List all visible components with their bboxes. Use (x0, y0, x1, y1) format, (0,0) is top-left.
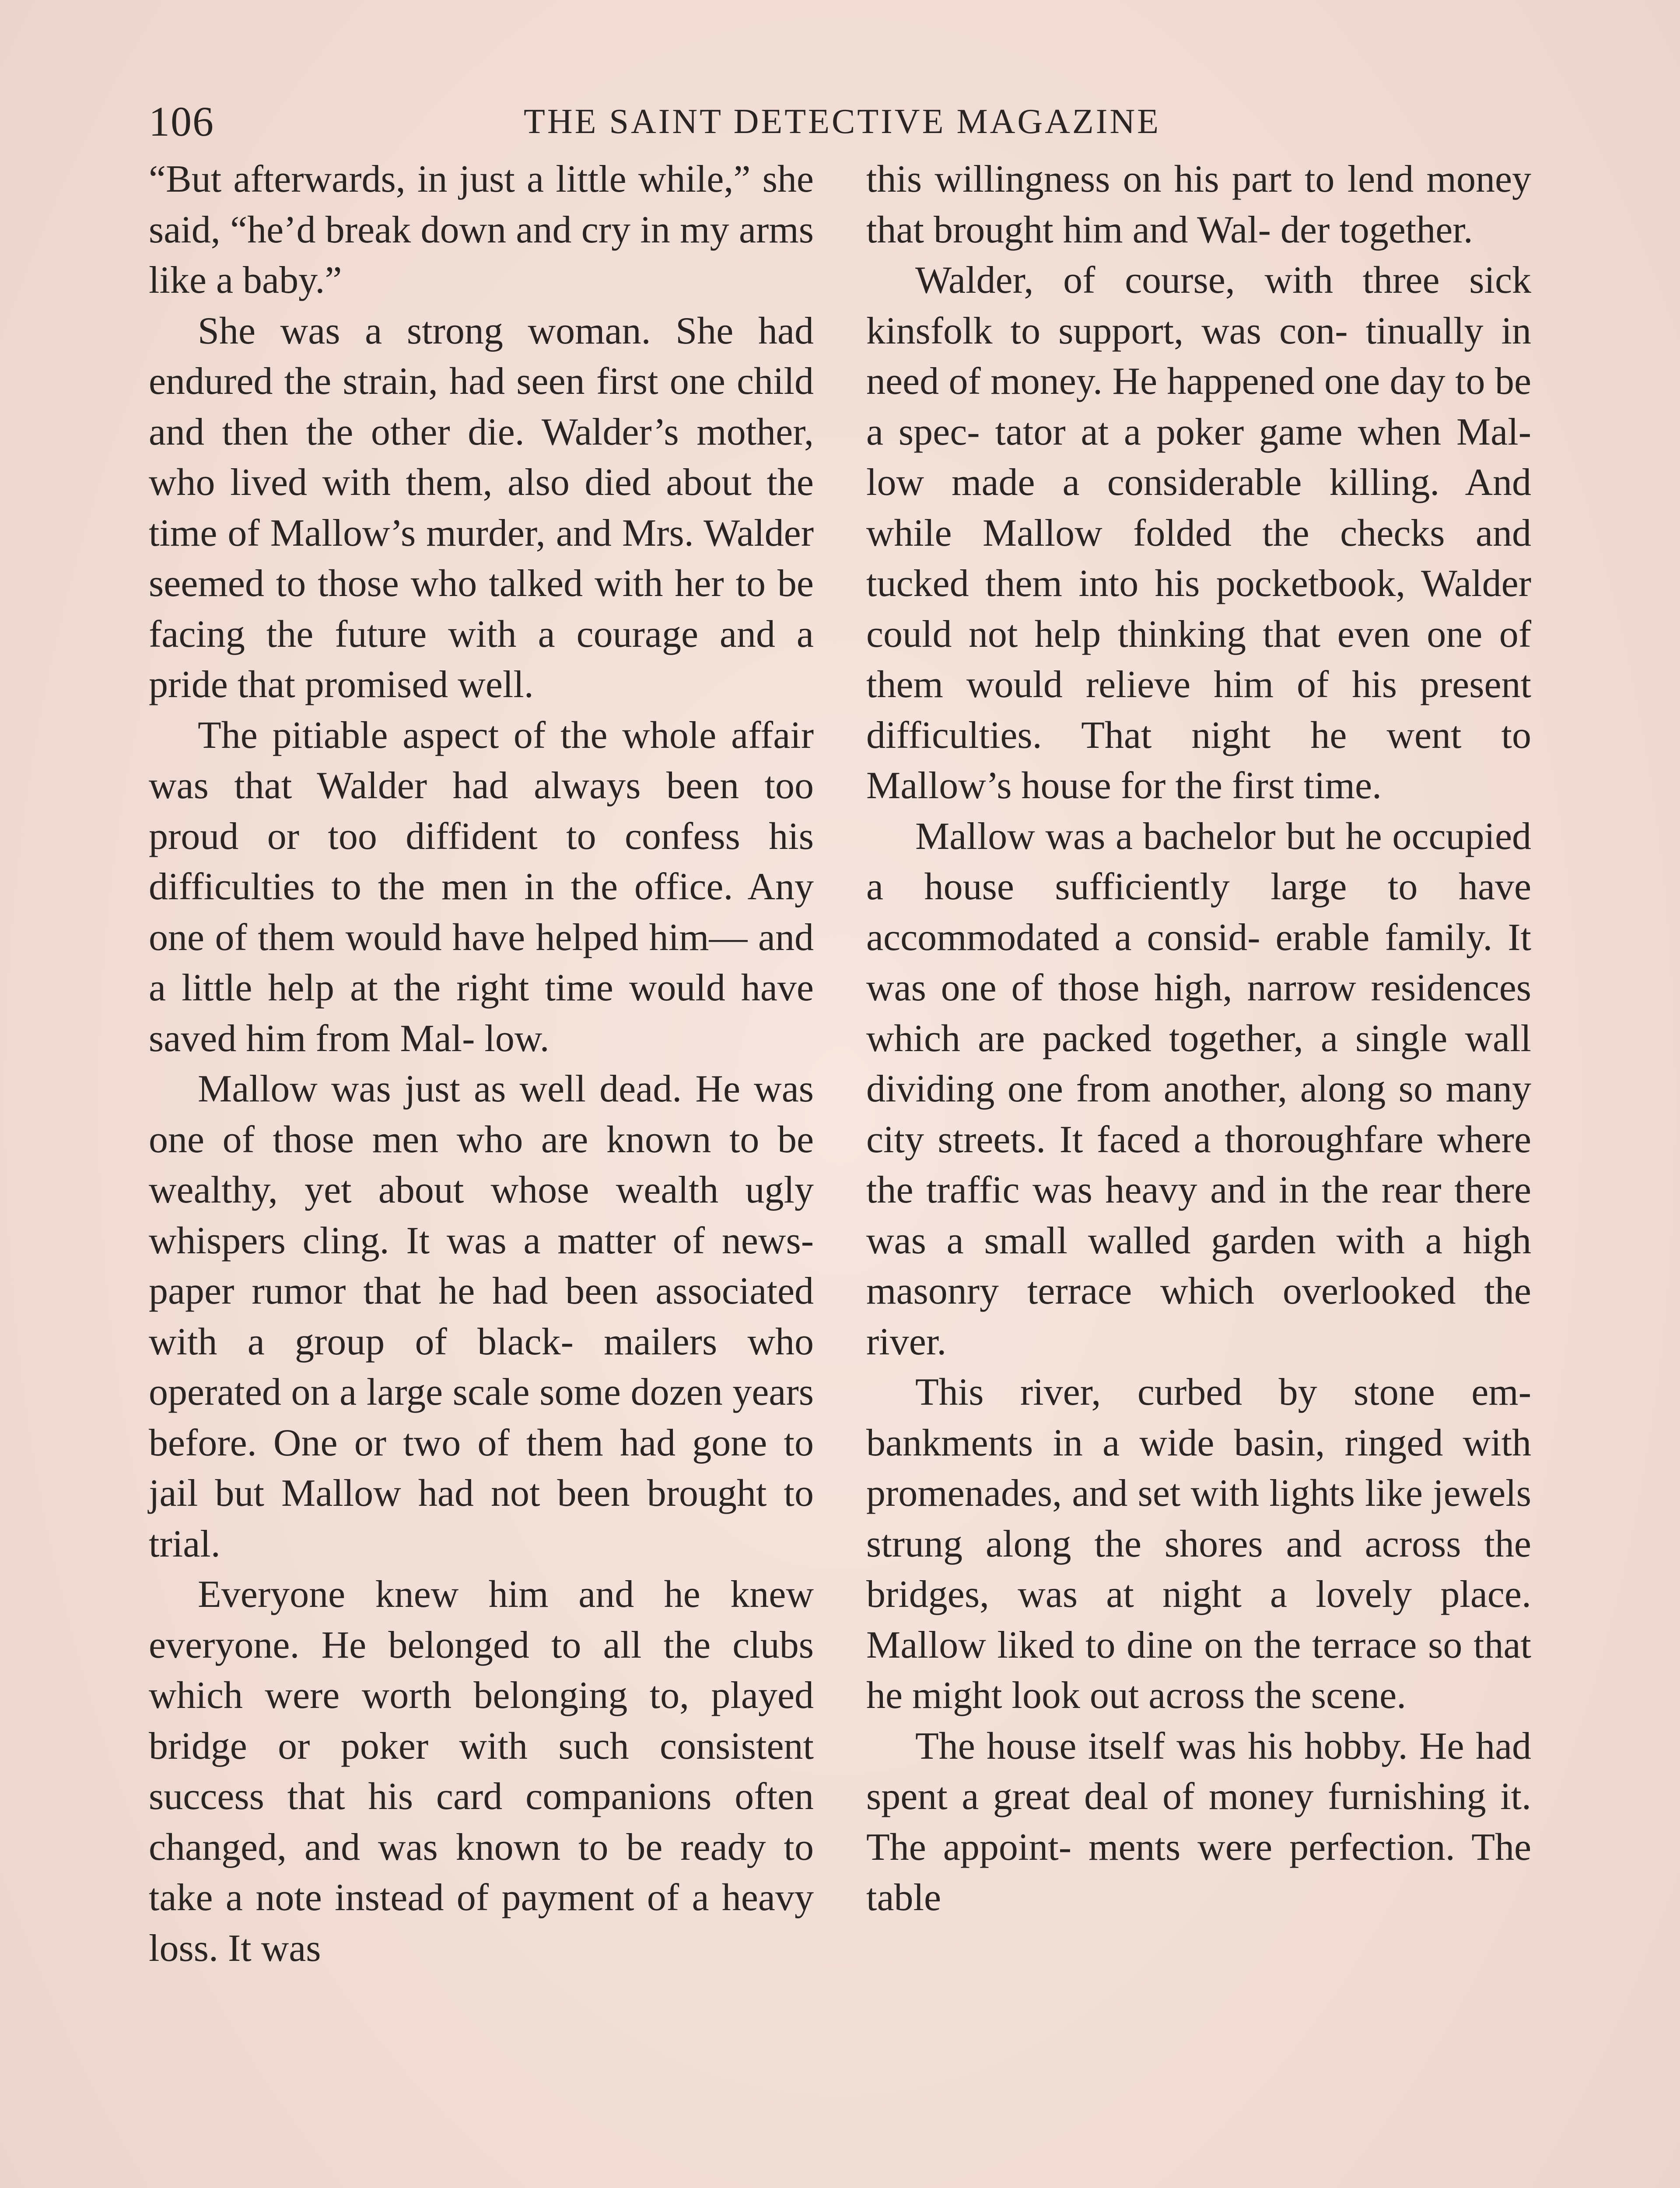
paragraph: This river, curbed by stone em- bankments in a wide basin, ringed with promenades, and set with lights like jewels strung along the shores and across the bridges, was at night a lovely place. Mallow liked to dine on the terrace so that he might look out across the scene. (866, 1371, 1531, 1717)
paragraph: She was a strong woman. She had endured the strain, had seen first one child and then the other die. Walder’s mother, who lived with them, also died about the time of Mallow’s murder, and Mrs. Walder seemed to those who talked with her to be facing the future with a courage and a pride that promised well. (149, 309, 814, 706)
paragraph: The pitiable aspect of the whole affair was that Walder had always been too proud or too diffident to confess his difficulties to the men in the office. Any one of them would have helped him— and a little help at the right time would have saved him from Mal- low. (149, 714, 814, 1060)
page-number: 106 (149, 98, 214, 145)
paragraph: Mallow was just as well dead. He was one of those men who are known to be wealthy, yet about whose wealth ugly whispers cling. It was a matter of news- paper rumor that he had been associated with a group of black- mailers who operated on a large scale some dozen years before. One or two of them had gone to jail but Mallow had not been brought to trial. (149, 1068, 814, 1565)
right-column (866, 154, 1531, 1923)
paragraph: Mallow was a bachelor but he occupied a house sufficiently large to have accommodated a consid- erable family. It was one of those high, narrow residences which are packed together, a single wall dividing one from another, along so many city streets. It faced a thoroughfare where the traffic was heavy and in the rear there was a small walled garden with a high masonry terrace which overlooked the river. (866, 815, 1531, 1363)
paragraph: Walder, of course, with three sick kinsfolk to support, was con- tinually in need of money. He happened one day to be a spec- tator at a poker game when Mal- low made a considerable killing. And while Mallow folded the checks and tucked them into his pocketbook, Walder could not help thinking that even one of them would relieve him of his present difficulties. That night he went to Mallow’s house for the first time. (866, 259, 1531, 807)
paragraph: “But afterwards, in just a little while,” she said, “he’d break down and cry in my arms like a baby.” (149, 158, 814, 302)
paragraph: The house itself was his hobby. He had spent a great deal of money furnishing it. The appoint- ments were perfection. The table (866, 1725, 1531, 1919)
running-title: THE SAINT DETECTIVE MAGAZINE (523, 102, 1161, 141)
paragraph: this willingness on his part to lend money that brought him and Wal- der together. (866, 158, 1531, 251)
paragraph: Everyone knew him and he knew everyone. He belonged to all the clubs which were worth belonging to, played bridge or poker with such consistent success that his card companions often changed, and was known to be ready to take a note instead of payment of a heavy loss. It was (149, 1573, 814, 1970)
page-header (149, 95, 1536, 148)
left-column (149, 154, 814, 1974)
